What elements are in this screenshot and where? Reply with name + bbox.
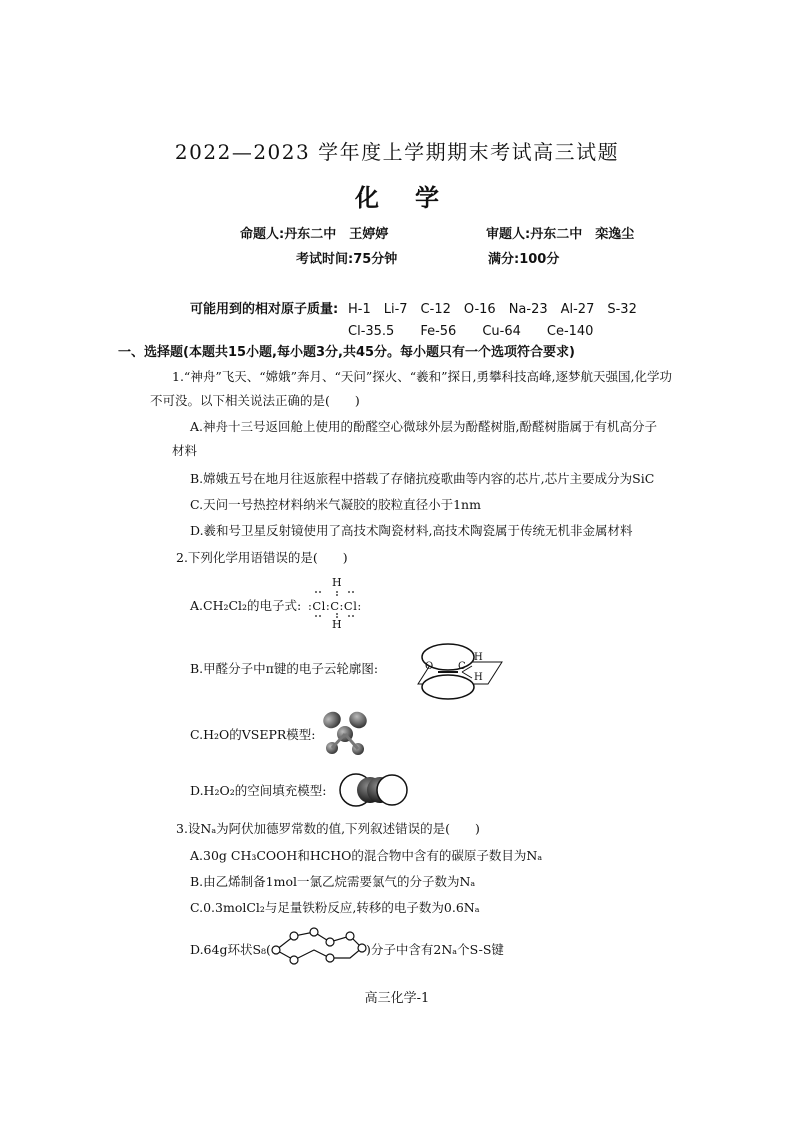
q3-option-c: C.0.3molCl₂与足量铁粉反应,转移的电子数为0.6Nₐ (190, 900, 480, 915)
q2-option-d: D.H₂O₂的空间填充模型: (190, 783, 327, 798)
q3-option-b: B.由乙烯制备1mol一氯乙烷需要氯气的分子数为Nₐ (190, 874, 476, 889)
q3-stem: 3.设Nₐ为阿伏加德罗常数的值,下列叙述错误的是( ) (176, 821, 480, 836)
s8-ring-icon (268, 922, 368, 970)
q1-option-d: D.羲和号卫星反射镜使用了高技术陶瓷材料,高技术陶瓷属于传统无机非金属材料 (190, 523, 633, 538)
space-filling-model-icon (336, 770, 410, 810)
q1-stem-line1: 1.“神舟”飞天、“嫦娥”奔月、“天问”探火、“羲和”探日,勇攀科技高峰,逐梦航天强国,化学功 (172, 369, 672, 384)
section-heading: 一、选择题(本题共15小题,每小题3分,共45分。每小题只有一个选项符合要求) (118, 345, 575, 360)
subject-title: 化学 (355, 183, 475, 212)
exam-title: 2022—2023 学年度上学期期末考试高三试题 (174, 140, 620, 164)
vsepr-model-icon (318, 708, 374, 758)
q2-option-a: A.CH₂Cl₂的电子式: (190, 598, 302, 613)
full-score: 满分:100分 (488, 252, 560, 267)
q1-option-c: C.天问一号热控材料纳米气凝胶的胶粒直径小于1nm (190, 497, 481, 512)
lewis-h-bottom: H (332, 618, 342, 631)
atomic-mass-row2: Cl-35.5 Fe-56 Cu-64 Ce-140 (348, 324, 594, 339)
orbital-h2-label: H (474, 672, 483, 683)
q3-option-a: A.30g CH₃COOH和HCHO的混合物中含有的碳原子数目为Nₐ (190, 848, 543, 863)
lewis-main-row: :Cl:C:Cl: (308, 599, 362, 613)
atomic-mass-row1: H-1 Li-7 C-12 O-16 Na-23 Al-27 S-32 (348, 302, 637, 317)
q2-option-b: B.甲醛分子中π键的电子云轮廓图: (190, 661, 379, 676)
q1-option-a-cont: 材料 (172, 443, 198, 458)
lewis-h-top: H (332, 576, 342, 589)
reviewer-line: 审题人:丹东二中 栾逸尘 (486, 227, 635, 242)
exam-time: 考试时间:75分钟 (296, 252, 398, 267)
q3-option-d-pre: D.64g环状S₈( (190, 942, 271, 957)
page-footer: 高三化学-1 (364, 991, 430, 1006)
q3-option-d-post: )分子中含有2Nₐ个S-S键 (366, 942, 504, 957)
q1-option-a: A.神舟十三号返回舱上使用的酚醛空心微球外层为酚醛树脂,酚醛树脂属于有机高分子 (190, 419, 657, 434)
orbital-o-label: O (425, 661, 434, 672)
q1-stem-line2: 不可没。以下相关说法正确的是( ) (150, 393, 360, 408)
atomic-mass-label: 可能用到的相对原子质量: (190, 302, 339, 317)
orbital-h1-label: H (474, 652, 483, 663)
q2-stem: 2.下列化学用语错误的是( ) (176, 550, 348, 565)
q1-option-b: B.嫦娥五号在地月往返旅程中搭载了存储抗疫歌曲等内容的芯片,芯片主要成分为SiC (190, 471, 655, 486)
q2-option-c: C.H₂O的VSEPR模型: (190, 727, 316, 742)
author-line: 命题人:丹东二中 王婷婷 (240, 227, 389, 242)
lewis-dots-icon (308, 584, 368, 628)
orbital-c-label: C (458, 661, 466, 672)
